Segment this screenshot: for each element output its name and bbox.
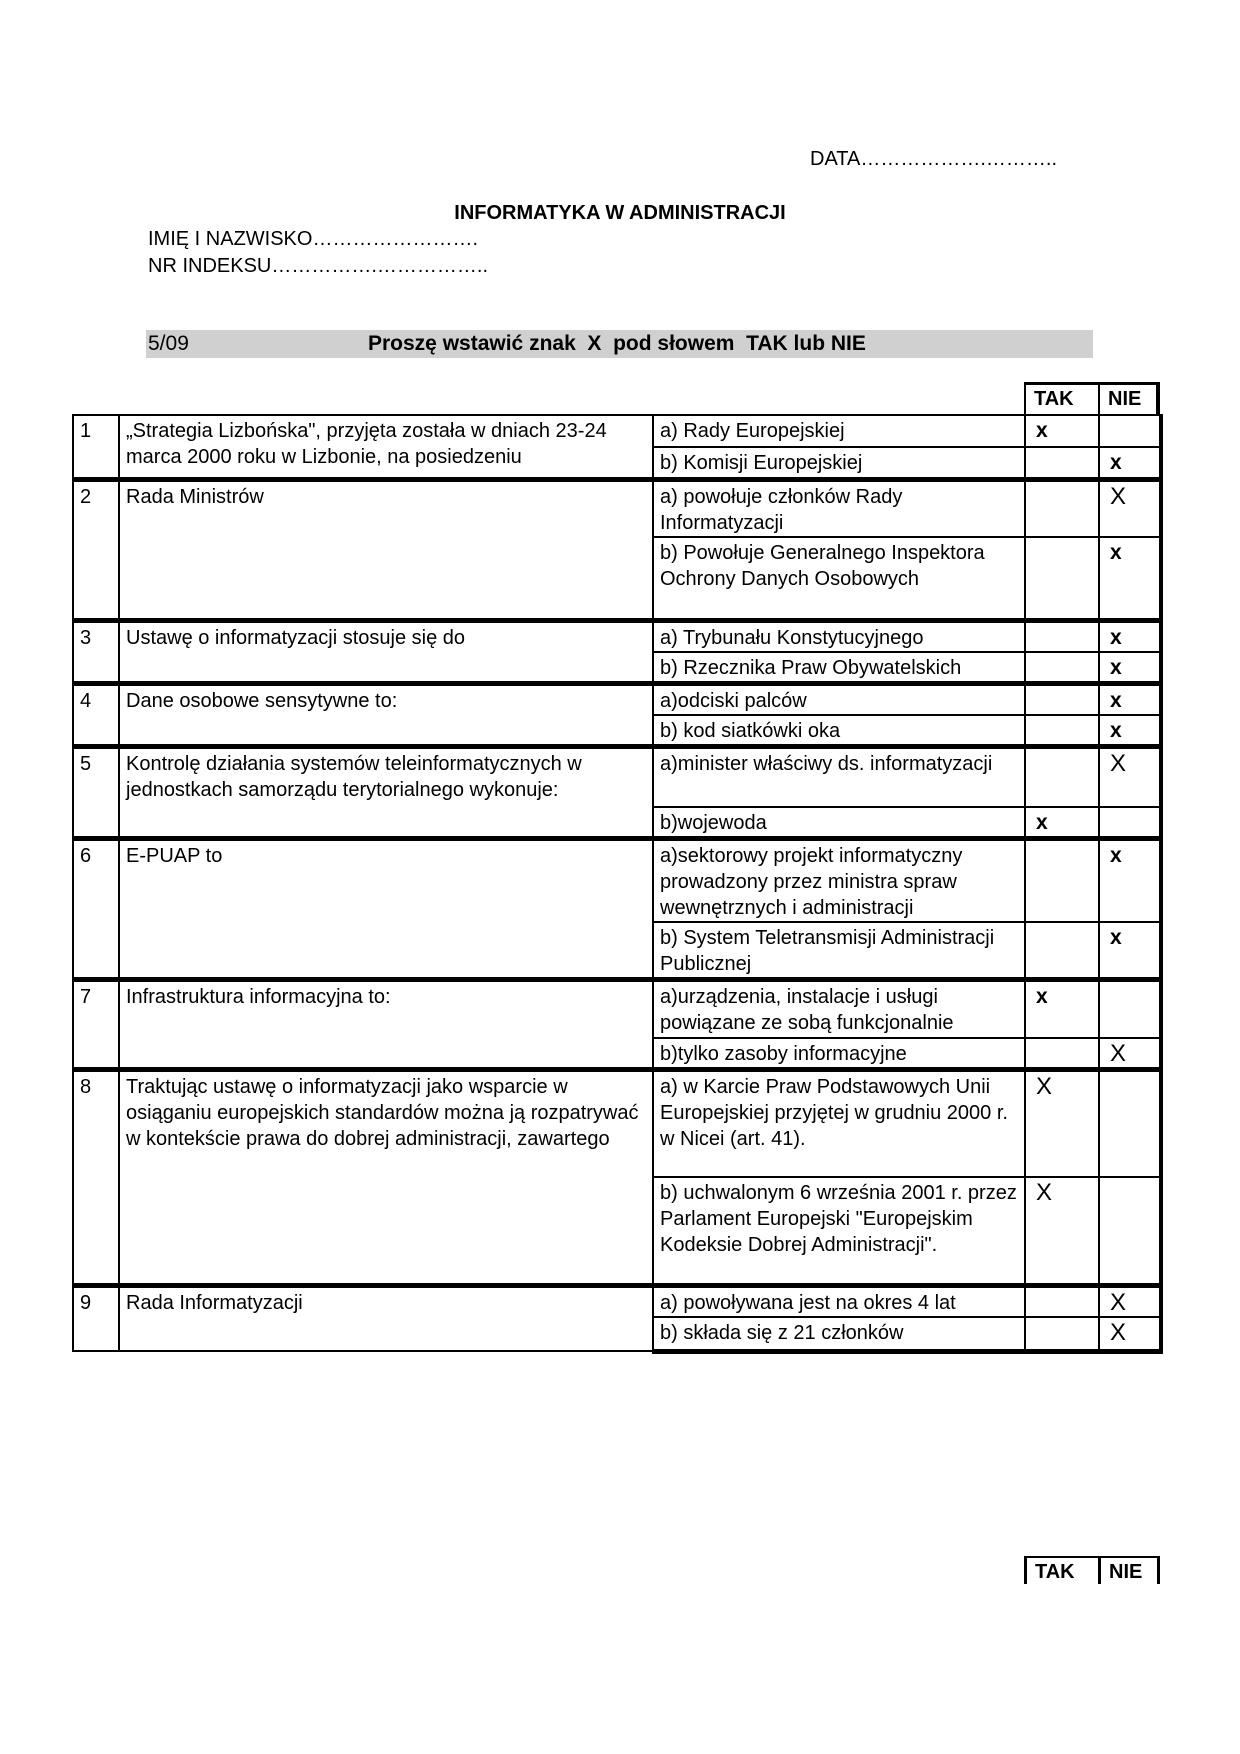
tak-cell[interactable] (1025, 652, 1099, 684)
question-text: Rada Informatyzacji (119, 1285, 653, 1351)
nie-cell[interactable]: X (1099, 1038, 1161, 1070)
question-number: 4 (73, 684, 119, 747)
question-row-2 (73, 479, 1161, 537)
footer-header-nie: NIE (1098, 1556, 1160, 1584)
instruction-text: Proszę wstawić znak X pod słowem TAK lub NIE (368, 332, 866, 355)
answer-text: b) składa się z 21 członków (653, 1317, 1025, 1351)
question-text: Kontrolę działania systemów teleinformatycznych w jednostkach samorządu terytorialnego wykonuje: (119, 747, 653, 839)
question-text: E-PUAP to (119, 838, 653, 980)
nie-cell[interactable]: x (1099, 621, 1161, 653)
footer-header-tak: TAK (1024, 1556, 1098, 1584)
answer-text: b) Powołuje Generalnego Inspektora Ochrony Danych Osobowych (653, 537, 1025, 621)
question-row-6 (73, 838, 1161, 922)
question-text: Ustawę o informatyzacji stosuje się do (119, 621, 653, 684)
question-row-4 (73, 684, 1161, 716)
index-number-field: NR INDEKSU…………….…………….. (148, 255, 489, 277)
question-text: Rada Ministrów (119, 479, 653, 621)
question-text: Infrastruktura informacyjna to: (119, 980, 653, 1070)
tak-cell[interactable] (1025, 479, 1099, 537)
question-number: 3 (73, 621, 119, 684)
tak-cell[interactable]: x (1025, 415, 1099, 447)
answer-text: b)wojewoda (653, 807, 1025, 839)
nie-cell[interactable] (1099, 980, 1161, 1038)
name-field: IMIĘ I NAZWISKO……………………. (148, 228, 479, 250)
answer-text: a) powołuje członków Rady Informatyzacji (653, 479, 1025, 537)
tak-cell[interactable] (1025, 1285, 1099, 1317)
tak-cell[interactable] (1025, 1038, 1099, 1070)
answer-text: b) uchwalonym 6 września 2001 r. przez Parlament Europejski "Europejskim Kodeksie Dobrej Administracji". (653, 1177, 1025, 1285)
tak-cell[interactable] (1025, 715, 1099, 747)
answer-text: b) Rzecznika Praw Obywatelskich (653, 652, 1025, 684)
tak-cell[interactable]: X (1025, 1069, 1099, 1177)
answer-text: b) kod siatkówki oka (653, 715, 1025, 747)
question-number: 9 (73, 1285, 119, 1351)
nie-cell[interactable] (1099, 1177, 1161, 1285)
question-number: 1 (73, 415, 119, 479)
question-row-8 (73, 1069, 1161, 1177)
question-row-5 (73, 747, 1161, 807)
nie-cell[interactable]: x (1099, 447, 1161, 479)
nie-cell[interactable]: X (1099, 1317, 1161, 1351)
tak-cell[interactable] (1025, 747, 1099, 807)
tak-cell[interactable] (1025, 838, 1099, 922)
answer-text: a)urządzenia, instalacje i usługi powiązane ze sobą funkcjonalnie (653, 980, 1025, 1038)
question-text: Dane osobowe sensytywne to: (119, 684, 653, 747)
answer-text: a) Rady Europejskiej (653, 415, 1025, 447)
tak-cell[interactable]: x (1025, 980, 1099, 1038)
question-number: 2 (73, 479, 119, 621)
tak-cell[interactable] (1025, 922, 1099, 980)
answer-text: a) powoływana jest na okres 4 lat (653, 1285, 1025, 1317)
question-number: 5 (73, 747, 119, 839)
nie-cell[interactable] (1099, 807, 1161, 839)
answer-text: a)odciski palców (653, 684, 1025, 716)
nie-cell[interactable]: X (1099, 479, 1161, 537)
question-text: „Strategia Lizbońska", przyjęta została w dniach 23-24 marca 2000 roku w Lizbonie, na posiedzeniu (119, 415, 653, 479)
nie-cell[interactable]: X (1099, 747, 1161, 807)
questions-table (72, 414, 1163, 1354)
nie-cell[interactable]: X (1099, 1285, 1161, 1317)
question-row-9 (73, 1285, 1161, 1317)
date-field: DATA……………….……….. (810, 148, 1058, 170)
nie-cell[interactable]: x (1099, 922, 1161, 980)
nie-cell[interactable]: x (1099, 652, 1161, 684)
test-code: 5/09 (148, 332, 189, 355)
instruction-bar (146, 330, 1093, 358)
answer-text: a)minister właściwy ds. informatyzacji (653, 747, 1025, 807)
nie-cell[interactable]: x (1099, 715, 1161, 747)
question-row-1 (73, 415, 1161, 447)
tak-cell[interactable] (1025, 1317, 1099, 1351)
answer-text: b) Komisji Europejskiej (653, 447, 1025, 479)
question-number: 6 (73, 838, 119, 980)
nie-cell[interactable]: x (1099, 838, 1161, 922)
answer-text: b)tylko zasoby informacyjne (653, 1038, 1025, 1070)
nie-cell[interactable] (1099, 1069, 1161, 1177)
tak-cell[interactable]: x (1025, 807, 1099, 839)
nie-cell[interactable]: x (1099, 684, 1161, 716)
document-title: INFORMATYKA W ADMINISTRACJI (454, 202, 786, 224)
nie-cell[interactable]: x (1099, 537, 1161, 621)
answer-text: a) w Karcie Praw Podstawowych Unii Europejskiej przyjętej w grudniu 2000 r. w Nicei (art. 41). (653, 1069, 1025, 1177)
question-row-3 (73, 621, 1161, 653)
answer-text: a)sektorowy projekt informatyczny prowadzony przez ministra spraw wewnętrznych i administracji (653, 838, 1025, 922)
nie-cell[interactable] (1099, 415, 1161, 447)
question-row-7 (73, 980, 1161, 1038)
tak-cell[interactable] (1025, 447, 1099, 479)
tak-cell[interactable] (1025, 684, 1099, 716)
column-header-tak: TAK (1024, 382, 1098, 414)
tak-cell[interactable] (1025, 621, 1099, 653)
question-text: Traktując ustawę o informatyzacji jako wsparcie w osiąganiu europejskich standardów można ją rozpatrywać w kontekście prawa do dobrej administracji, zawartego (119, 1069, 653, 1285)
tak-cell[interactable]: X (1025, 1177, 1099, 1285)
tak-cell[interactable] (1025, 537, 1099, 621)
column-header-nie: NIE (1098, 382, 1160, 414)
answer-text: b) System Teletransmisji Administracji Publicznej (653, 922, 1025, 980)
question-number: 7 (73, 980, 119, 1070)
question-number: 8 (73, 1069, 119, 1285)
answer-text: a) Trybunału Konstytucyjnego (653, 621, 1025, 653)
